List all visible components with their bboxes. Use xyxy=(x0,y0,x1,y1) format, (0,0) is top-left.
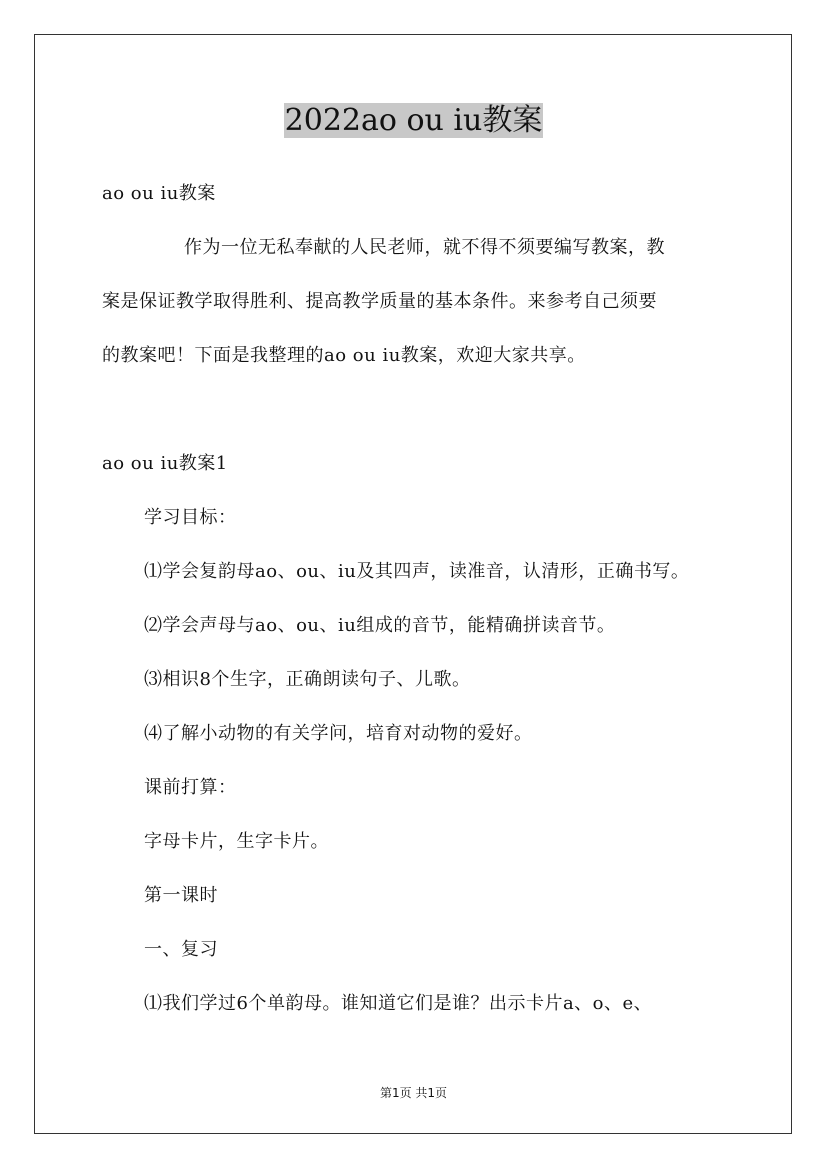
body-line: 课前打算： xyxy=(144,777,237,798)
body-line: ⑶相识8个生字，正确朗读句子、儿歌。 xyxy=(144,669,471,690)
page-footer: 第1页 共1页 xyxy=(379,1086,448,1100)
document-subtitle: ao ou iu教案 xyxy=(102,183,216,204)
body-line: 学习目标： xyxy=(144,507,237,528)
body-line: 字母卡片，生字卡片。 xyxy=(144,831,329,852)
document-title: 2022ao ou iu教案 xyxy=(284,103,543,138)
section-heading: ao ou iu教案1 xyxy=(102,453,228,474)
body-line: ⑷了解小动物的有关学问，培育对动物的爱好。 xyxy=(144,723,533,744)
body-line: 一、复习 xyxy=(144,939,218,960)
body-line: 第一课时 xyxy=(144,885,218,906)
body-line: ⑴学会复韵母ao、ou、iu及其四声，读准音，认清形，正确书写。 xyxy=(144,561,690,582)
intro-line: 的教案吧！下面是我整理的ao ou iu教案，欢迎大家共享。 xyxy=(102,345,586,366)
body-line: ⑴我们学过6个单韵母。谁知道它们是谁？出示卡片a、o、e、 xyxy=(144,993,653,1014)
body-line: ⑵学会声母与ao、ou、iu组成的音节，能精确拼读音节。 xyxy=(144,615,616,636)
document-title-wrapper xyxy=(0,101,827,141)
intro-line: 作为一位无私奉献的人民老师，就不得不须要编写教案，教 xyxy=(184,237,665,258)
intro-line: 案是保证教学取得胜利、提高教学质量的基本条件。来参考自己须要 xyxy=(102,291,657,312)
